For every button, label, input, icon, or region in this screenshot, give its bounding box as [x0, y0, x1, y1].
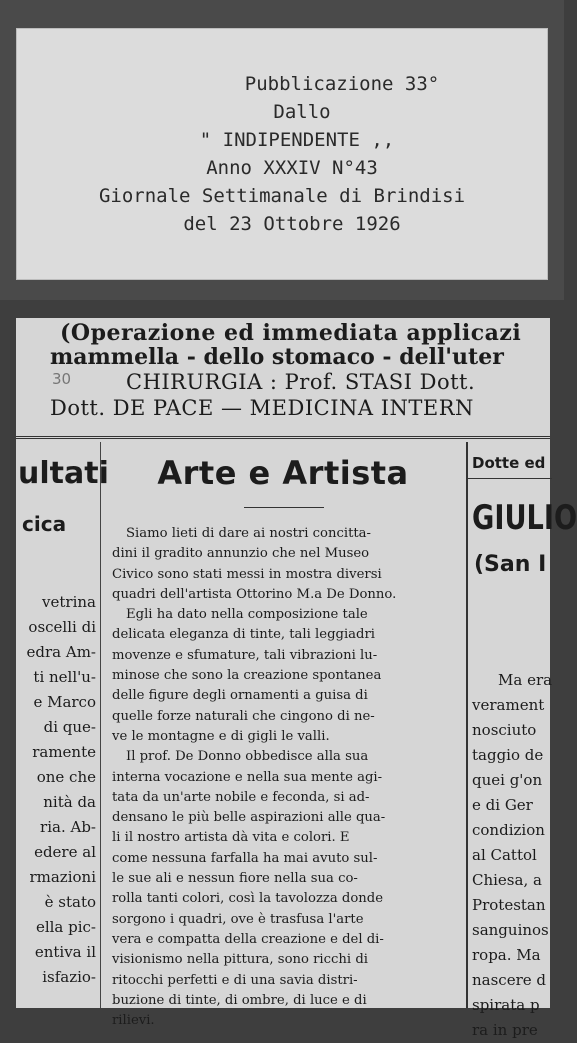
text-line: edra Am-: [26, 643, 96, 661]
article-line: movenze e sfumature, tali vibrazioni lu-: [112, 647, 378, 663]
article-line: densano le più belle aspirazioni alle qua-: [112, 810, 386, 826]
text-line: e Marco: [33, 693, 96, 711]
text-line: quei g'on: [472, 771, 543, 789]
article-line: delicata eleganza di tinte, tali leggiadri: [112, 627, 375, 643]
left-column-fragment: [16, 442, 109, 1008]
stamp-line: " INDIPENDENTE ,,: [199, 129, 395, 151]
text-line: ra in pre: [472, 1021, 538, 1039]
article-line: quadri dell'artista Ottorino M.a De Donno.: [112, 586, 397, 602]
right-column-top: Dotte ed: [472, 454, 546, 472]
article-line: visionismo nella pittura, sono ricchi di: [112, 952, 368, 968]
article-line: buzione di tinte, di ombre, di luce e di: [112, 992, 367, 1008]
text-line: spirata p: [472, 996, 540, 1014]
text-line: ramente: [32, 743, 96, 761]
article-title: Arte e Artista: [157, 454, 409, 492]
article-line: quelle forze naturali che cingono di ne-: [112, 708, 375, 724]
article-line: ve le montagne e di gigli le valli.: [112, 728, 330, 744]
right-column-title: GIULIO: [472, 498, 577, 538]
text-line: Chiesa, a: [472, 871, 542, 889]
header-line: mammella - dello stomaco - dell'uter: [50, 344, 504, 370]
text-line: verament: [472, 696, 545, 714]
text-line: vetrina: [42, 593, 96, 611]
article-line: li il nostro artista dà vita e colori. E: [112, 830, 350, 846]
text-line: ella pic-: [35, 918, 96, 936]
right-column-subtitle: (San I: [474, 552, 547, 577]
left-column-text: [16, 590, 100, 990]
text-line: taggio de: [472, 746, 544, 764]
article-line: sorgono i quadri, ove è trasfusa l'arte: [112, 911, 364, 927]
article-line: dini il gradito annunzio che nel Museo: [112, 546, 370, 562]
article-line: minose che sono la creazione spontanea: [112, 668, 382, 684]
text-line: rmazioni: [29, 868, 96, 886]
text-line: nosciuto: [472, 721, 537, 739]
right-column-fragment: [466, 442, 577, 1039]
article-column: [102, 442, 464, 1029]
text-line: al Cattol: [472, 846, 537, 864]
text-line: ropa. Ma: [472, 946, 541, 964]
right-column-rule: [468, 478, 552, 479]
text-line: ti nell'u-: [33, 668, 96, 686]
left-column-subtitle: cica: [22, 512, 67, 536]
right-column-text: [472, 668, 552, 1043]
text-line: edere al: [34, 843, 96, 861]
text-line: è stato: [44, 893, 96, 911]
newspaper-clipping: [16, 318, 577, 1039]
stamp-line: Giornale Settimanale di Brindisi: [98, 185, 466, 207]
article-line: Il prof. De Donno obbedisce alla sua: [126, 749, 369, 765]
header-line: Dott. DE PACE — MEDICINA INTERN: [50, 396, 474, 420]
text-line: sanguinos: [472, 921, 549, 939]
text-line: e di Ger: [472, 796, 533, 814]
article-line: ritocchi perfetti e di una savia distri-: [112, 972, 358, 988]
text-line: nità da: [43, 793, 96, 811]
text-line: condizion: [472, 821, 545, 839]
article-line: tata da un'arte nobile e feconda, si ad-: [112, 789, 370, 805]
header-line: CHIRURGIA : Prof. STASI Dott.: [126, 370, 476, 394]
pencil-note: 30: [52, 370, 72, 388]
stamp-line: Pubblicazione 33°: [244, 73, 440, 95]
article-line: delle figure degli ornamenti a guisa di: [112, 688, 368, 704]
article-line: vera e compatta della creazione e del di-: [112, 931, 384, 947]
publication-stamp-card: [16, 28, 548, 280]
article-line: come nessuna farfalla ha mai avuto sul-: [112, 850, 378, 866]
article-body: [112, 524, 458, 1031]
text-line: Protestan: [472, 896, 546, 914]
article-line: interna vocazione e nella sua mente agi-: [112, 769, 383, 785]
stamp-line: Dallo: [273, 101, 331, 123]
article-line: le sue ali e nessun fiore nella sua co-: [112, 871, 358, 887]
article-line: Siamo lieti di dare ai nostri concitta-: [126, 526, 371, 541]
text-line: oscelli di: [28, 618, 96, 636]
left-column-title: ultati: [18, 456, 109, 491]
clipping-header: [16, 318, 550, 439]
article-line: rilievi.: [112, 1013, 155, 1029]
text-line: Ma era: [498, 671, 553, 689]
article-line: Civico sono stati messi in mostra diversi: [112, 566, 382, 582]
article-line: rolla tanti colori, così la tavolozza donde: [112, 891, 384, 907]
text-line: isfazio-: [42, 968, 96, 986]
header-line: (Operazione ed immediata applicazi: [60, 320, 522, 346]
text-line: one che: [36, 768, 96, 786]
text-line: ria. Ab-: [40, 818, 96, 836]
article-line: Egli ha dato nella composizione tale: [126, 607, 368, 623]
text-line: di que-: [43, 718, 96, 736]
text-line: nascere d: [472, 971, 546, 989]
stamp-line: del 23 Ottobre 1926: [183, 213, 401, 235]
title-rule: [244, 507, 324, 508]
stamp-line: Anno XXXIV N°43: [206, 157, 378, 179]
text-line: entiva il: [34, 943, 96, 961]
